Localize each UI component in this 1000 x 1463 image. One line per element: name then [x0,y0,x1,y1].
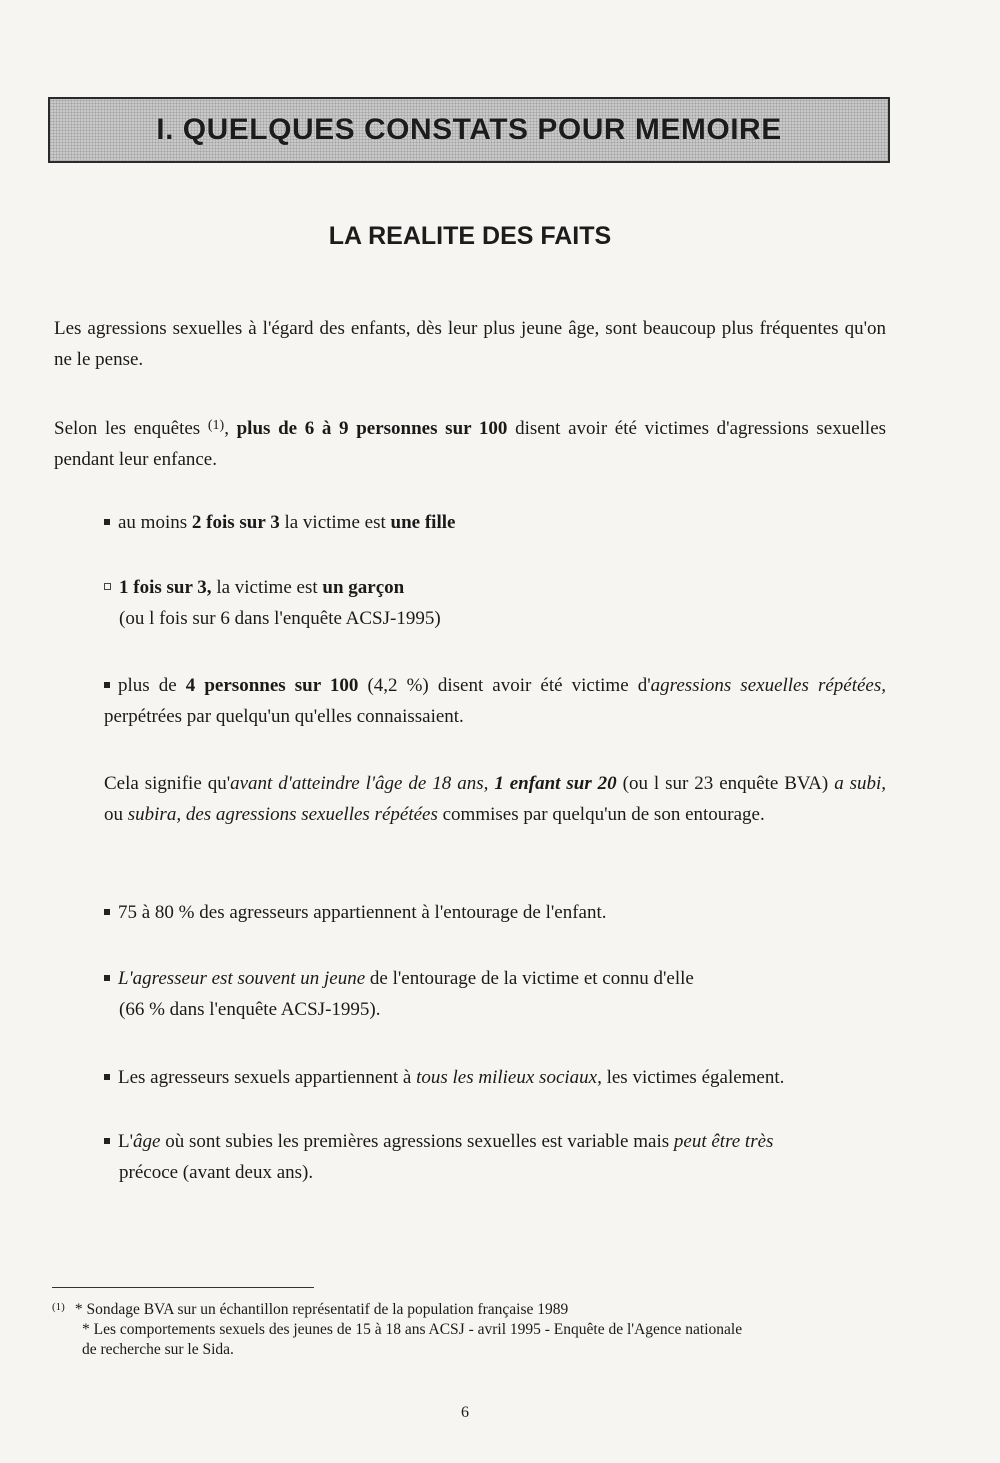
bullet-continuation: précoce (avant deux ans). [119,1162,314,1183]
bullet-girls [104,507,884,538]
footnote-text: * Les comportements sexuels des jeunes de 15 à 18 ans ACSJ - avril 1995 - Enquête de l'Agence nationale [82,1321,743,1338]
meaning-text: (ou l sur 23 enquête BVA) [622,773,829,794]
footnote-line [52,1297,882,1320]
bullet-icon [104,682,110,688]
bullet-icon [104,583,111,590]
bullet-bold: 2 fois sur 3 [191,512,280,533]
survey-rest: disent avoir été victimes d'agressions sexuelles pendant leur enfance. [54,418,887,470]
chapter-title: I. QUELQUES CONSTATS POUR MEMOIRE [156,113,782,146]
footnote-divider [52,1287,314,1288]
bullet-continuation: (66 % dans l'enquête ACSJ-1995). [119,999,381,1020]
survey-highlight: plus de 6 à 9 personnes sur 100 [236,418,508,439]
bullet-text: au moins [118,512,188,533]
footnotes [52,1297,882,1360]
survey-paragraph [54,410,886,475]
bullet-italic: tous les milieux sociaux, [416,1067,602,1088]
bullet-continuation: (ou l fois sur 6 dans l'enquête ACSJ-1995) [119,608,441,629]
bullet-text: où sont subies les premières agressions sexuelles est variable mais [165,1131,670,1152]
bullet-text: la victime est [284,512,386,533]
bullet-italic: L'agresseur est souvent un jeune [118,968,366,989]
bullet-text: les victimes également. [606,1067,785,1088]
bullet-young-aggressor [104,963,886,1025]
meaning-text: Cela signifie qu' [104,773,231,794]
bullet-bold: un garçon [322,577,405,598]
bullet-social-backgrounds [104,1062,886,1093]
bullet-bold: une fille [390,512,456,533]
page-number: 6 [461,1404,469,1421]
bullet-icon [104,1074,110,1080]
bullet-icon [104,1138,110,1144]
meaning-italic: avant d'atteindre l'âge de 18 ans, [230,773,489,794]
bullet-text: plus de [118,675,177,696]
meaning-paragraph [104,768,886,830]
bullet-italic: agressions sexuelles répétées, [650,675,887,696]
footnote-text: * Sondage BVA sur un échantillon représentatif de la population française 1989 [74,1301,569,1318]
survey-separator: , [224,418,229,439]
meaning-italic: subira, des agressions sexuelles répétées [127,804,438,825]
bullet-icon [104,519,110,525]
bullet-icon [104,909,110,915]
footnote-text: de recherche sur le Sida. [82,1341,234,1358]
meaning-italic: a subi, [834,773,887,794]
bullet-bold: 1 fois sur 3, [119,577,212,598]
bullet-text: de l'entourage de la victime et connu d'elle [369,968,694,989]
chapter-banner [48,97,890,163]
bullet-text: L' [118,1131,134,1152]
section-title: LA REALITE DES FAITS [328,222,612,250]
bullet-text: Les agresseurs sexuels appartiennent à [118,1067,412,1088]
meaning-bold-italic: 1 enfant sur 20 [494,773,617,794]
bullet-icon [104,975,110,981]
bullet-text: 75 à 80 % des agresseurs appartiennent à l'entourage de l'enfant. [118,902,607,923]
survey-prefix: Selon les enquêtes [54,418,201,439]
footnote-marker: (1) [52,1301,65,1313]
bullet-bold: 4 personnes sur 100 [185,675,359,696]
bullet-text: la victime est [216,577,318,598]
bullet-italic: âge [133,1131,161,1152]
footnote-reference: (1) [207,418,225,433]
bullet-age [104,1126,886,1188]
meaning-text: commises par quelqu'un de son entourage. [442,804,765,825]
bullet-italic: peut être très [673,1131,774,1152]
intro-paragraph: Les agressions sexuelles à l'égard des enfants, dès leur plus jeune âge, sont beaucoup plus fréquentes qu'on ne le pense. [54,318,886,370]
meaning-text: ou [104,804,123,825]
bullet-boys [104,572,884,634]
bullet-text: perpétrées par quelqu'un qu'elles connaissaient. [104,706,464,727]
bullet-aggressors-entourage [104,897,886,928]
bullet-text: (4,2 %) disent avoir été victime d' [367,675,651,696]
bullet-repeated-aggressions [104,670,886,732]
